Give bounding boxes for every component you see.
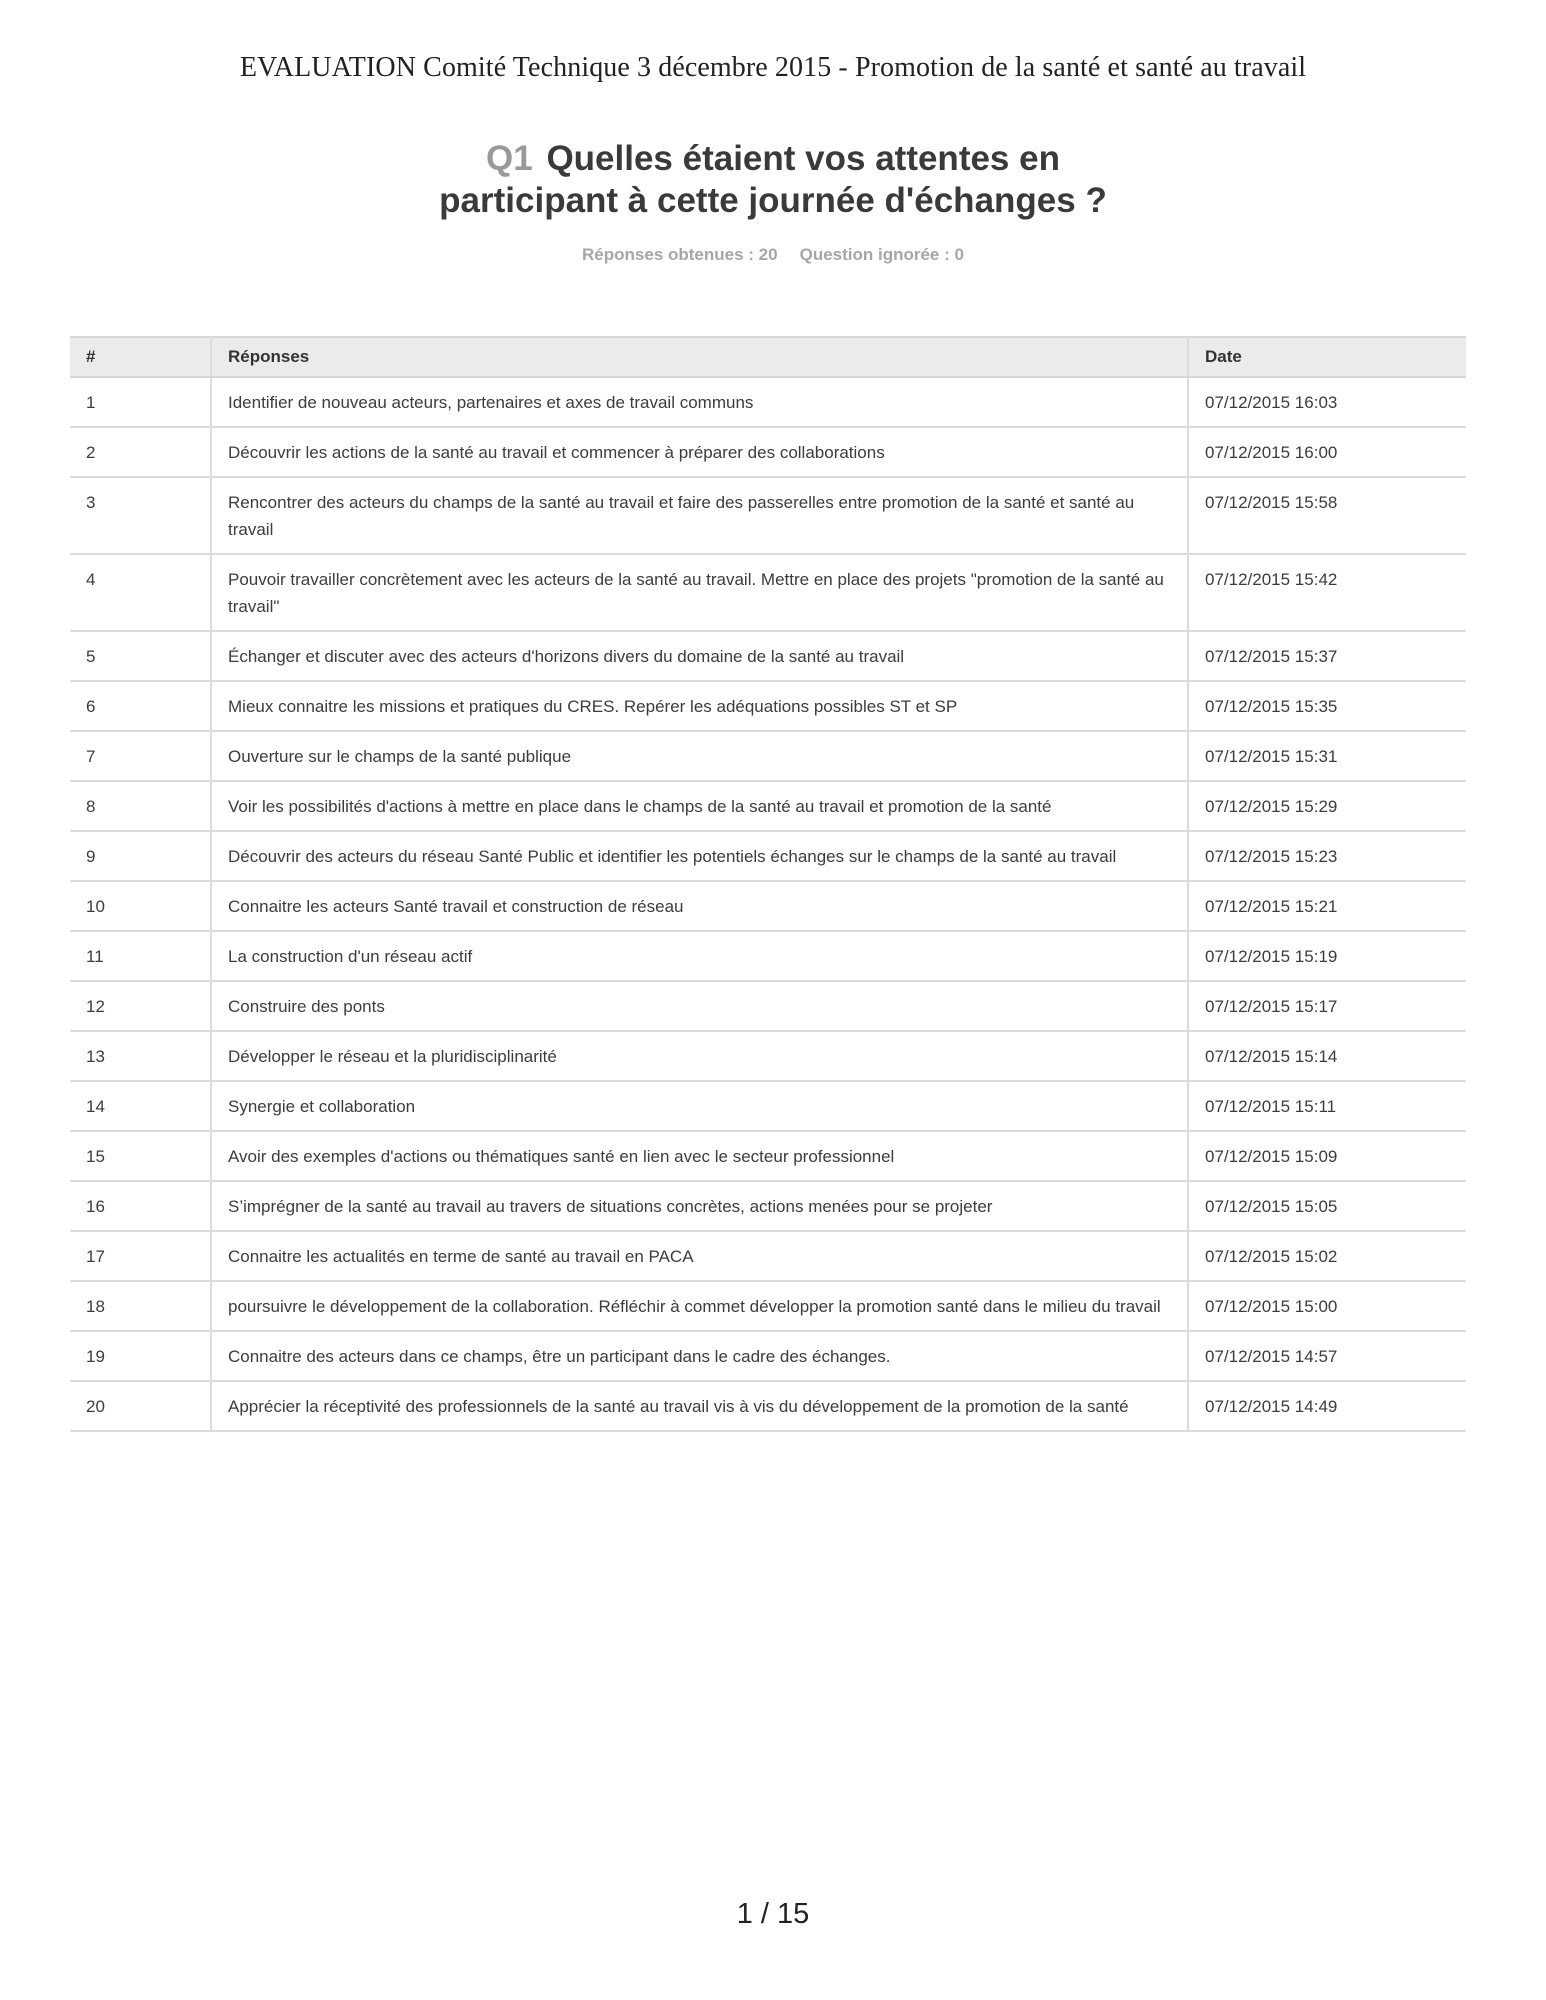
table-row [70, 554, 1466, 631]
table-row [70, 1281, 1466, 1331]
row-number: 7 [70, 731, 211, 781]
question-title [400, 138, 1146, 222]
row-number: 11 [70, 931, 211, 981]
row-number: 3 [70, 477, 211, 554]
row-response: poursuivre le développement de la collaboration. Réfléchir à commet développer la promotion santé dans le milieu du travail [211, 1281, 1188, 1331]
row-number: 12 [70, 981, 211, 1031]
question-title-line1: Quelles étaient vos attentes en [546, 139, 1060, 178]
row-date: 07/12/2015 15:14 [1188, 1031, 1466, 1081]
row-response: Pouvoir travailler concrètement avec les acteurs de la santé au travail. Mettre en place des projets "promotion de la santé au travail" [211, 554, 1188, 631]
skipped-count: Question ignorée : 0 [799, 245, 964, 264]
row-number: 2 [70, 427, 211, 477]
row-date: 07/12/2015 15:58 [1188, 477, 1466, 554]
row-number: 16 [70, 1181, 211, 1231]
row-date: 07/12/2015 15:42 [1188, 554, 1466, 631]
row-date: 07/12/2015 15:19 [1188, 931, 1466, 981]
row-response: Connaitre les acteurs Santé travail et construction de réseau [211, 881, 1188, 931]
page-number: 1 / 15 [736, 1898, 810, 1930]
row-number: 1 [70, 377, 211, 427]
row-response: La construction d'un réseau actif [211, 931, 1188, 981]
row-date: 07/12/2015 14:57 [1188, 1331, 1466, 1381]
row-date: 07/12/2015 15:37 [1188, 631, 1466, 681]
table-row [70, 427, 1466, 477]
table-row [70, 981, 1466, 1031]
row-response: Construire des ponts [211, 981, 1188, 1031]
table-row [70, 781, 1466, 831]
table-body [70, 377, 1466, 1431]
row-number: 13 [70, 1031, 211, 1081]
table-row [70, 831, 1466, 881]
row-response: Découvrir des acteurs du réseau Santé Public et identifier les potentiels échanges sur le champs de la santé au travail [211, 831, 1188, 881]
table-row [70, 1331, 1466, 1381]
table-header-row [70, 337, 1466, 377]
question-title-line2: participant à cette journée d'échanges ? [439, 181, 1107, 220]
row-date: 07/12/2015 15:23 [1188, 831, 1466, 881]
row-number: 9 [70, 831, 211, 881]
row-date: 07/12/2015 15:02 [1188, 1231, 1466, 1281]
row-number: 10 [70, 881, 211, 931]
row-response: Avoir des exemples d'actions ou thématiques santé en lien avec le secteur professionnel [211, 1131, 1188, 1181]
row-response: Synergie et collaboration [211, 1081, 1188, 1131]
row-date: 07/12/2015 15:29 [1188, 781, 1466, 831]
row-response: Connaitre les actualités en terme de santé au travail en PACA [211, 1231, 1188, 1281]
row-response: Voir les possibilités d'actions à mettre en place dans le champs de la santé au travail et promotion de la santé [211, 781, 1188, 831]
row-number: 19 [70, 1331, 211, 1381]
table-row [70, 1131, 1466, 1181]
row-response: Découvrir les actions de la santé au travail et commencer à préparer des collaborations [211, 427, 1188, 477]
table-row [70, 377, 1466, 427]
row-date: 07/12/2015 15:17 [1188, 981, 1466, 1031]
row-number: 6 [70, 681, 211, 731]
row-response: Connaitre des acteurs dans ce champs, être un participant dans le cadre des échanges. [211, 1331, 1188, 1381]
row-date: 07/12/2015 16:00 [1188, 427, 1466, 477]
row-response: Ouverture sur le champs de la santé publique [211, 731, 1188, 781]
table-row [70, 1181, 1466, 1231]
question-number: Q1 [486, 139, 533, 178]
header-num: # [70, 337, 211, 377]
row-date: 07/12/2015 16:03 [1188, 377, 1466, 427]
row-date: 07/12/2015 15:05 [1188, 1181, 1466, 1231]
row-response: Mieux connaitre les missions et pratiques du CRES. Repérer les adéquations possibles ST et SP [211, 681, 1188, 731]
table-row [70, 631, 1466, 681]
table-row [70, 681, 1466, 731]
row-number: 14 [70, 1081, 211, 1131]
row-date: 07/12/2015 15:00 [1188, 1281, 1466, 1331]
row-date: 07/12/2015 14:49 [1188, 1381, 1466, 1431]
row-date: 07/12/2015 15:09 [1188, 1131, 1466, 1181]
table-row [70, 1031, 1466, 1081]
question-stats [0, 245, 1546, 265]
header-date: Date [1188, 337, 1466, 377]
row-number: 15 [70, 1131, 211, 1181]
row-response: Rencontrer des acteurs du champs de la santé au travail et faire des passerelles entre promotion de la santé et santé au travail [211, 477, 1188, 554]
table-row [70, 1381, 1466, 1431]
row-response: Échanger et discuter avec des acteurs d'horizons divers du domaine de la santé au travail [211, 631, 1188, 681]
row-date: 07/12/2015 15:31 [1188, 731, 1466, 781]
row-response: S’imprégner de la santé au travail au travers de situations concrètes, actions menées pour se projeter [211, 1181, 1188, 1231]
table-row [70, 477, 1466, 554]
answered-count: Réponses obtenues : 20 [582, 245, 778, 264]
document-header: EVALUATION Comité Technique 3 décembre 2015 - Promotion de la santé et santé au travail [239, 52, 1307, 83]
row-number: 4 [70, 554, 211, 631]
responses-table [70, 336, 1466, 1432]
header-response: Réponses [211, 337, 1188, 377]
row-date: 07/12/2015 15:11 [1188, 1081, 1466, 1131]
table-row [70, 731, 1466, 781]
row-number: 17 [70, 1231, 211, 1281]
row-number: 20 [70, 1381, 211, 1431]
row-date: 07/12/2015 15:21 [1188, 881, 1466, 931]
table-row [70, 1081, 1466, 1131]
row-number: 5 [70, 631, 211, 681]
table-row [70, 931, 1466, 981]
row-response: Développer le réseau et la pluridisciplinarité [211, 1031, 1188, 1081]
table-row [70, 881, 1466, 931]
row-response: Apprécier la réceptivité des professionnels de la santé au travail vis à vis du développement de la promotion de la santé [211, 1381, 1188, 1431]
row-response: Identifier de nouveau acteurs, partenaires et axes de travail communs [211, 377, 1188, 427]
row-number: 8 [70, 781, 211, 831]
row-date: 07/12/2015 15:35 [1188, 681, 1466, 731]
table-row [70, 1231, 1466, 1281]
row-number: 18 [70, 1281, 211, 1331]
